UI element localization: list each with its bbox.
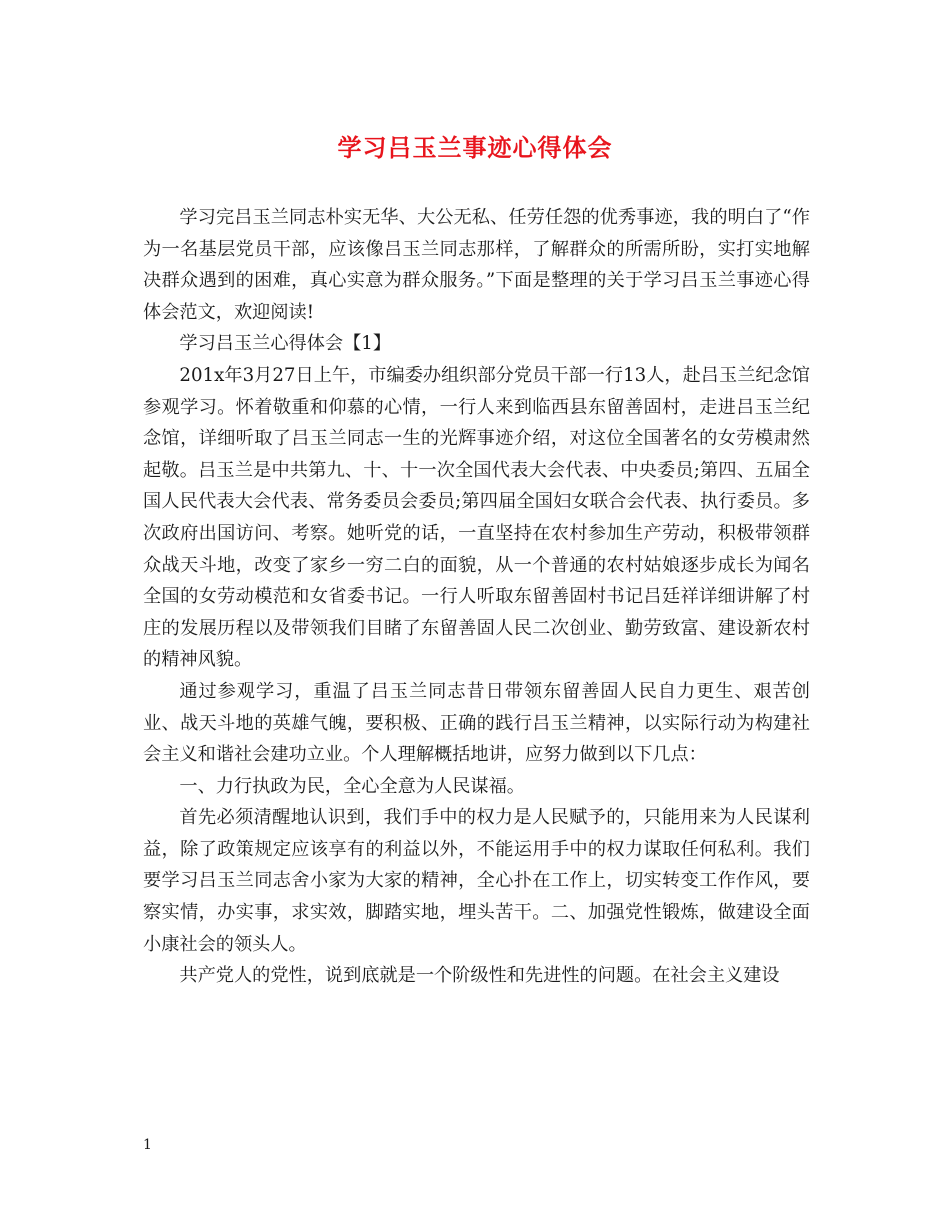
page-number: 1 (143, 1137, 152, 1153)
paragraph-visit: 201x年3月27日上午，市编委办组织部分党员干部一行13人，赴吕玉兰纪念馆参观学习。怀着敬重和仰慕的心情，一行人来到临西县东留善固村，走进吕玉兰纪念馆，详细听取了吕玉兰同志一生的光辉事迹介绍，对这位全国著名的女劳模肃然起敬。吕玉兰是中共第九、十、十一次全国代表大会代表、中央委员;第四、五届全国人民代表大会代表、常务委员会委员;第四届全国妇女联合会代表、执行委员。多次政府出国访问、考察。她听党的话，一直坚持在农村参加生产劳动，积极带领群众战天斗地，改变了家乡一穷二白的面貌，从一个普通的农村姑娘逐步成长为闻名全国的女劳动模范和女省委书记。一行人听取东留善固村书记吕廷祥详细讲解了村庄的发展历程以及带领我们目睹了东留善固人民二次创业、勤劳致富、建设新农村的精神风貌。 (143, 364, 810, 671)
paragraph-power: 首先必须清醒地认识到，我们手中的权力是人民赋予的，只能用来为人民谋利益，除了政策规定应该享有的利益以外，不能运用手中的权力谋取任何私利。我们要学习吕玉兰同志舍小家为大家的精神，全心扑在工作上，切实转变工作作风，要察实情，办实事，求实效，脚踏实地，埋头苦干。二、加强党性锻炼，做建设全面小康社会的领头人。 (143, 807, 810, 955)
paragraph-intro: 学习完吕玉兰同志朴实无华、大公无私、任劳任怨的优秀事迹，我的明白了“作为一名基层党员干部，应该像吕玉兰同志那样，了解群众的所需所盼，实打实地解决群众遇到的困难，真心实意为群众服务。”下面是整理的关于学习吕玉兰事迹心得体会范文，欢迎阅读! (143, 207, 810, 323)
point-heading-1: 一、力行执政为民，全心全意为人民谋福。 (179, 775, 525, 797)
paragraph-party: 共产党人的党性，说到底就是一个阶级性和先进性的问题。在社会主义建设 (179, 965, 780, 987)
document-body (143, 202, 810, 992)
document-title: 学习吕玉兰事迹心得体会 (337, 133, 613, 162)
section-heading-1: 学习吕玉兰心得体会【1】 (179, 333, 392, 355)
paragraph-learning: 通过参观学习，重温了吕玉兰同志昔日带领东留善固人民自力更生、艰苦创业、战天斗地的英雄气魄，要积极、正确的践行吕玉兰精神，以实际行动为构建社会主义和谐社会建功立业。个人理解概括地讲，应努力做到以下几点： (143, 680, 810, 766)
